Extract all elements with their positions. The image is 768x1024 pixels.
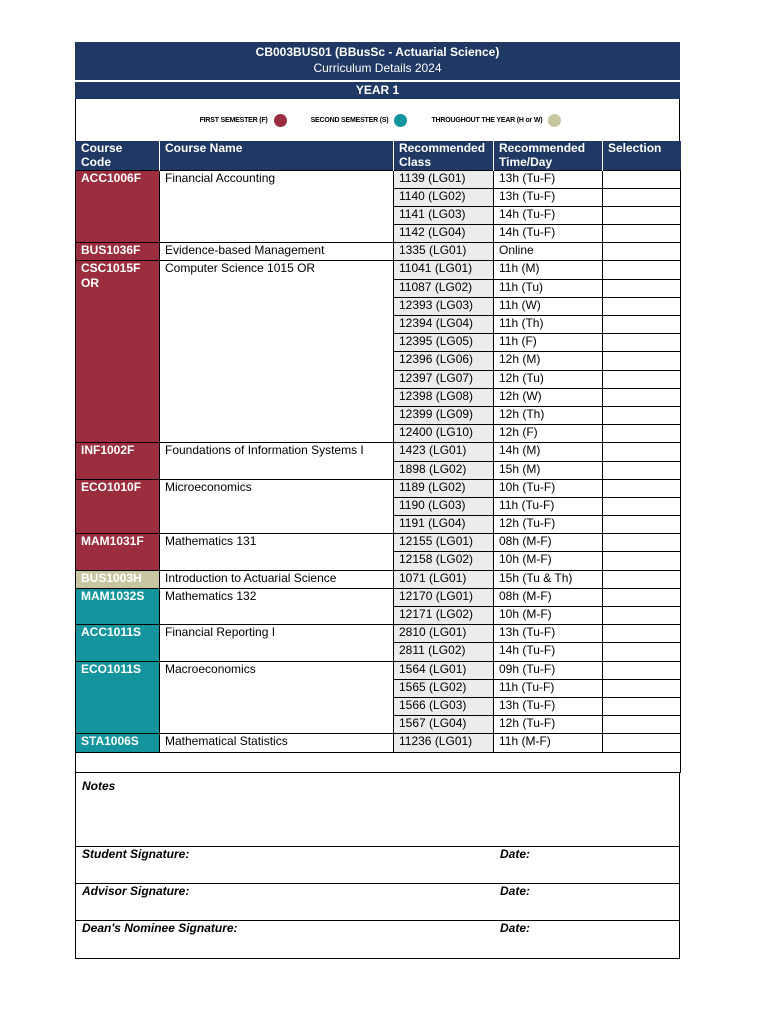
table-row — [76, 534, 681, 552]
recommended-time: 11h (Th) — [494, 316, 603, 334]
column-header-recommended-class: Recommended Class — [394, 141, 494, 170]
table-row — [76, 443, 681, 461]
recommended-class: 1423 (LG01) — [394, 443, 494, 461]
selection-cell[interactable] — [603, 279, 681, 297]
course-code-cell — [76, 570, 160, 588]
course-code-cell — [76, 479, 160, 534]
selection-cell[interactable] — [603, 352, 681, 370]
legend-label: SECOND SEMESTER (S) — [310, 116, 389, 124]
table-row — [76, 243, 681, 261]
selection-cell[interactable] — [603, 516, 681, 534]
course-code: BUS1036F — [81, 243, 141, 258]
course-table-body — [76, 170, 681, 752]
recommended-time: 12h (F) — [494, 425, 603, 443]
recommended-class: 1565 (LG02) — [394, 679, 494, 697]
course-code: MAM1032S — [81, 588, 145, 603]
selection-cell[interactable] — [603, 716, 681, 734]
selection-cell[interactable] — [603, 588, 681, 606]
recommended-class: 12398 (LG08) — [394, 388, 494, 406]
advisor-signature-field[interactable] — [76, 884, 679, 921]
table-row — [76, 570, 681, 588]
recommended-time: 13h (Tu-F) — [494, 697, 603, 715]
recommended-time: 10h (M-F) — [494, 552, 603, 570]
recommended-class: 1190 (LG03) — [394, 497, 494, 515]
deans-nominee-signature-field[interactable] — [76, 921, 679, 958]
recommended-time: 12h (M) — [494, 352, 603, 370]
recommended-class: 12397 (LG07) — [394, 370, 494, 388]
legend-second-semester — [311, 114, 408, 127]
selection-cell[interactable] — [603, 734, 681, 752]
selection-cell[interactable] — [603, 443, 681, 461]
recommended-class: 1071 (LG01) — [394, 570, 494, 588]
recommended-class: 1898 (LG02) — [394, 461, 494, 479]
selection-cell[interactable] — [603, 170, 681, 188]
selection-cell[interactable] — [603, 406, 681, 424]
recommended-time: 12h (W) — [494, 388, 603, 406]
selection-cell[interactable] — [603, 607, 681, 625]
recommended-time: 08h (M-F) — [494, 534, 603, 552]
recommended-time: 14h (Tu-F) — [494, 206, 603, 224]
recommended-time: 13h (Tu-F) — [494, 625, 603, 643]
notes-box[interactable] — [76, 773, 679, 847]
legend-label: THROUGHOUT THE YEAR (H or W) — [431, 116, 543, 124]
deans-nominee-date-label: Date: — [500, 920, 531, 935]
selection-cell[interactable] — [603, 316, 681, 334]
course-code-cell — [76, 443, 160, 479]
course-name: Financial Accounting — [160, 170, 394, 243]
recommended-class: 2810 (LG01) — [394, 625, 494, 643]
course-code: ACC1011S — [81, 625, 142, 640]
recommended-time: 09h (Tu-F) — [494, 661, 603, 679]
recommended-class: 11087 (LG02) — [394, 279, 494, 297]
recommended-time: 11h (M) — [494, 261, 603, 279]
recommended-time: 11h (W) — [494, 297, 603, 315]
recommended-time: 08h (M-F) — [494, 588, 603, 606]
course-code: ECO1011S — [81, 661, 142, 676]
recommended-time: 12h (Th) — [494, 406, 603, 424]
course-code: MAM1031F — [81, 534, 144, 549]
legend-throughout-year — [431, 114, 561, 127]
recommended-class: 1189 (LG02) — [394, 479, 494, 497]
advisor-signature-label: Advisor Signature: — [82, 883, 190, 898]
course-name: Mathematics 131 — [160, 534, 394, 570]
course-name: Introduction to Actuarial Science — [160, 570, 394, 588]
year-heading: YEAR 1 — [75, 82, 680, 99]
document-header — [75, 42, 680, 80]
recommended-class: 12170 (LG01) — [394, 588, 494, 606]
recommended-time: 11h (Tu) — [494, 279, 603, 297]
recommended-class: 1566 (LG03) — [394, 697, 494, 715]
column-header-course-name: Course Name — [160, 141, 394, 170]
recommended-time: 12h (Tu) — [494, 370, 603, 388]
course-code-or: OR — [81, 276, 99, 291]
table-row — [76, 261, 681, 279]
table-row — [76, 170, 681, 188]
selection-cell[interactable] — [603, 625, 681, 643]
course-code: ACC1006F — [81, 170, 142, 185]
course-name: Financial Reporting I — [160, 625, 394, 661]
recommended-time: 11h (Tu-F) — [494, 497, 603, 515]
selection-cell[interactable] — [603, 370, 681, 388]
course-code-cell — [76, 170, 160, 243]
recommended-time: 10h (M-F) — [494, 607, 603, 625]
curriculum-table — [75, 141, 681, 773]
legend-label: FIRST SEMESTER (F) — [199, 116, 268, 124]
recommended-time: 10h (Tu-F) — [494, 479, 603, 497]
selection-cell[interactable] — [603, 461, 681, 479]
selection-cell[interactable] — [603, 643, 681, 661]
recommended-class: 12396 (LG06) — [394, 352, 494, 370]
recommended-class: 12158 (LG02) — [394, 552, 494, 570]
recommended-time: 15h (Tu & Th) — [494, 570, 603, 588]
student-signature-label: Student Signature: — [82, 846, 190, 861]
first-semester-dot-icon — [274, 114, 287, 127]
course-name: Macroeconomics — [160, 661, 394, 734]
course-name: Mathematics 132 — [160, 588, 394, 624]
recommended-time: 14h (M) — [494, 443, 603, 461]
recommended-time: 13h (Tu-F) — [494, 170, 603, 188]
selection-cell[interactable] — [603, 388, 681, 406]
recommended-class: 12171 (LG02) — [394, 607, 494, 625]
recommended-class: 12395 (LG05) — [394, 334, 494, 352]
deans-nominee-signature-label: Dean's Nominee Signature: — [82, 920, 238, 935]
course-name: Evidence-based Management — [160, 243, 394, 261]
recommended-class: 12393 (LG03) — [394, 297, 494, 315]
selection-cell[interactable] — [603, 679, 681, 697]
recommended-time: 11h (M-F) — [494, 734, 603, 752]
throughout-year-dot-icon — [548, 114, 561, 127]
course-code-cell — [76, 734, 160, 752]
recommended-class: 1191 (LG04) — [394, 516, 494, 534]
recommended-time: 11h (Tu-F) — [494, 679, 603, 697]
column-header-course-code: Course Code — [76, 141, 160, 170]
recommended-class: 1564 (LG01) — [394, 661, 494, 679]
recommended-class: 12400 (LG10) — [394, 425, 494, 443]
table-row — [76, 479, 681, 497]
recommended-time: 15h (M) — [494, 461, 603, 479]
selection-cell[interactable] — [603, 479, 681, 497]
curriculum-document — [75, 42, 680, 959]
recommended-class: 12394 (LG04) — [394, 316, 494, 334]
table-row — [76, 661, 681, 679]
recommended-class: 1567 (LG04) — [394, 716, 494, 734]
recommended-class: 11041 (LG01) — [394, 261, 494, 279]
selection-cell[interactable] — [603, 188, 681, 206]
selection-cell[interactable] — [603, 661, 681, 679]
table-row — [76, 734, 681, 752]
recommended-class: 12155 (LG01) — [394, 534, 494, 552]
recommended-time: Online — [494, 243, 603, 261]
course-code-cell — [76, 625, 160, 661]
recommended-time: 14h (Tu-F) — [494, 643, 603, 661]
course-code: INF1002F — [81, 443, 135, 458]
selection-cell[interactable] — [603, 297, 681, 315]
column-header-selection: Selection — [603, 141, 681, 170]
recommended-time: 12h (Tu-F) — [494, 716, 603, 734]
course-name: Microeconomics — [160, 479, 394, 534]
selection-cell[interactable] — [603, 425, 681, 443]
recommended-time: 12h (Tu-F) — [494, 516, 603, 534]
recommended-class: 1142 (LG04) — [394, 225, 494, 243]
curriculum-subtitle: Curriculum Details 2024 — [313, 61, 442, 75]
course-code-cell — [76, 588, 160, 624]
selection-cell[interactable] — [603, 243, 681, 261]
selection-cell[interactable] — [603, 552, 681, 570]
recommended-time: 11h (F) — [494, 334, 603, 352]
recommended-class: 1141 (LG03) — [394, 206, 494, 224]
semester-legend — [75, 99, 680, 141]
table-header-row — [76, 141, 681, 170]
course-name: Computer Science 1015 OR — [160, 261, 394, 443]
recommended-class: 2811 (LG02) — [394, 643, 494, 661]
course-code-cell — [76, 661, 160, 734]
student-signature-field[interactable] — [76, 847, 679, 884]
selection-cell[interactable] — [603, 497, 681, 515]
notes-label: Notes — [82, 778, 116, 793]
recommended-time: 14h (Tu-F) — [494, 225, 603, 243]
recommended-class: 11236 (LG01) — [394, 734, 494, 752]
selection-cell[interactable] — [603, 225, 681, 243]
programme-title: CB003BUS01 (BBusSc - Actuarial Science) — [255, 45, 500, 59]
course-code-cell — [76, 243, 160, 261]
table-spacer-row — [76, 752, 681, 772]
recommended-class: 1335 (LG01) — [394, 243, 494, 261]
recommended-class: 1140 (LG02) — [394, 188, 494, 206]
column-header-recommended-time: Recommended Time/Day — [494, 141, 603, 170]
selection-cell[interactable] — [603, 261, 681, 279]
table-row — [76, 588, 681, 606]
selection-cell[interactable] — [603, 570, 681, 588]
signature-section — [75, 773, 680, 959]
student-date-label: Date: — [500, 846, 531, 861]
advisor-date-label: Date: — [500, 883, 531, 898]
recommended-time: 13h (Tu-F) — [494, 188, 603, 206]
course-name: Foundations of Information Systems I — [160, 443, 394, 479]
course-code: BUS1003H — [81, 570, 142, 585]
course-code-cell — [76, 534, 160, 570]
second-semester-dot-icon — [394, 114, 407, 127]
legend-first-semester — [200, 114, 287, 127]
table-row — [76, 625, 681, 643]
recommended-class: 1139 (LG01) — [394, 170, 494, 188]
course-code: ECO1010F — [81, 479, 142, 494]
selection-cell[interactable] — [603, 697, 681, 715]
course-name: Mathematical Statistics — [160, 734, 394, 752]
selection-cell[interactable] — [603, 334, 681, 352]
course-code-cell — [76, 261, 160, 443]
selection-cell[interactable] — [603, 206, 681, 224]
spacer-cell — [76, 752, 681, 772]
recommended-class: 12399 (LG09) — [394, 406, 494, 424]
course-code: CSC1015F — [81, 261, 141, 276]
course-code: STA1006S — [81, 734, 139, 749]
selection-cell[interactable] — [603, 534, 681, 552]
